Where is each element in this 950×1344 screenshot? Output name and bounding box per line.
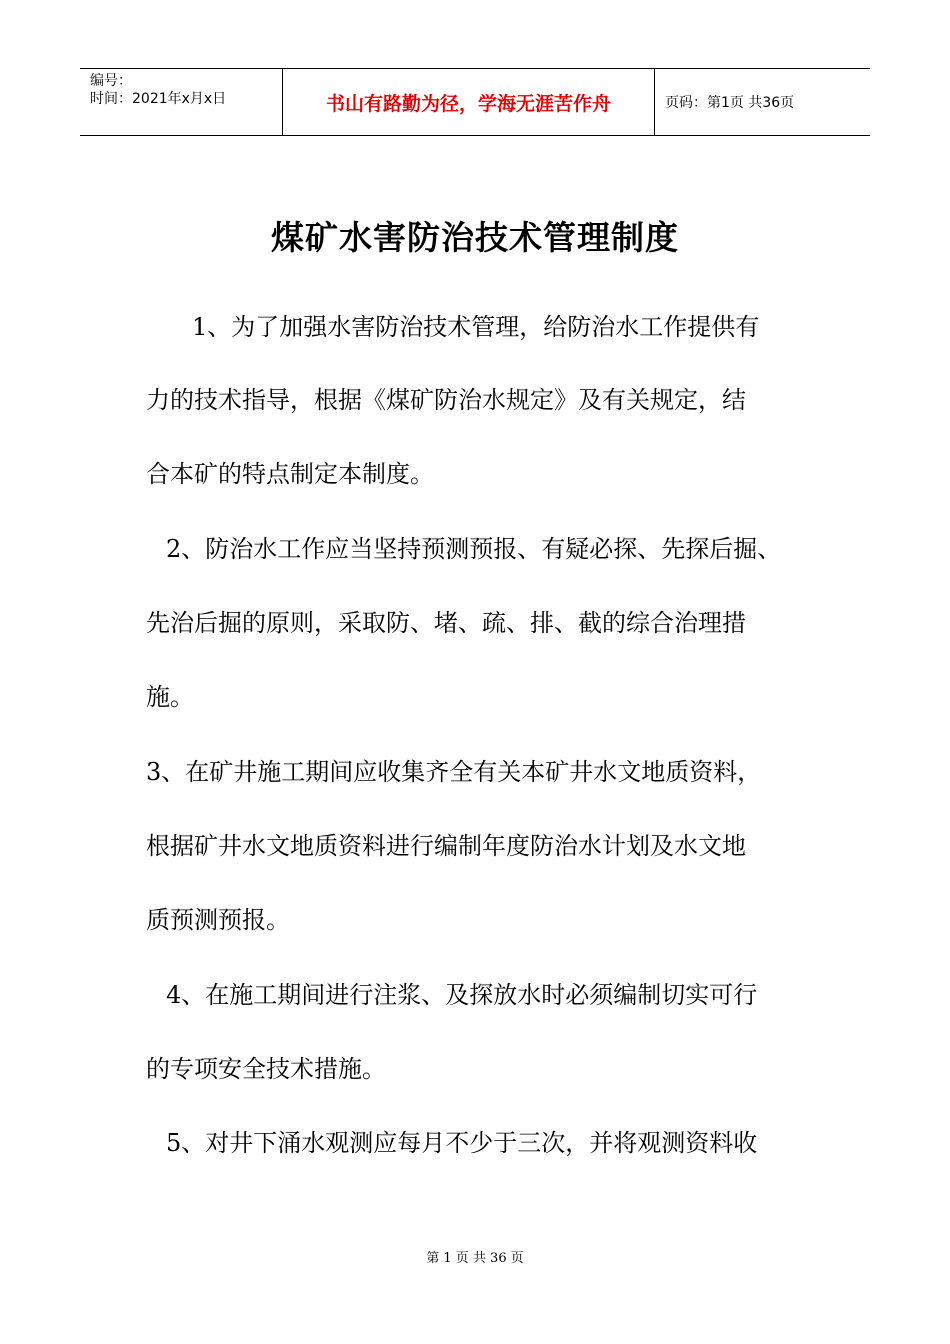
document-number-label: 编号：: [90, 73, 132, 89]
body-line: 合本矿的特点制定本制度。: [146, 460, 434, 488]
body-line: 5、对井下涌水观测应每月不少于三次，并将观测资料收: [166, 1129, 758, 1157]
page-header: [80, 68, 870, 136]
header-page-info: 页码：第1页 共36页: [665, 95, 795, 111]
header-meta: [80, 69, 282, 135]
body-line: 1、为了加强水害防治技术管理，给防治水工作提供有: [192, 313, 760, 341]
body-line: 施。: [146, 683, 194, 711]
body-line: 2、防治水工作应当坚持预测预报、有疑必探、先探后掘、: [166, 535, 782, 563]
body-line: 3、在矿井施工期间应收集齐全有关本矿井水文地质资料，: [146, 758, 762, 786]
document-title: 煤矿水害防治技术管理制度: [271, 218, 679, 257]
body-line: 力的技术指导，根据《煤矿防治水规定》及有关规定，结: [146, 386, 746, 414]
body-line: 的专项安全技术措施。: [146, 1055, 386, 1083]
body-line: 质预测预报。: [146, 906, 290, 934]
body-line: 4、在施工期间进行注浆、及探放水时必须编制切实可行: [166, 981, 758, 1009]
body-line: 根据矿井水文地质资料进行编制年度防治水计划及水文地: [146, 832, 746, 860]
body-line: 先治后掘的原则，采取防、堵、疏、排、截的综合治理措: [146, 609, 746, 637]
document-date: 时间：2021年x月x日: [90, 91, 227, 107]
header-motto: 书山有路勤为径，学海无涯苦作舟: [282, 69, 655, 135]
page-footer: 第 1 页 共 36 页: [426, 1251, 524, 1266]
